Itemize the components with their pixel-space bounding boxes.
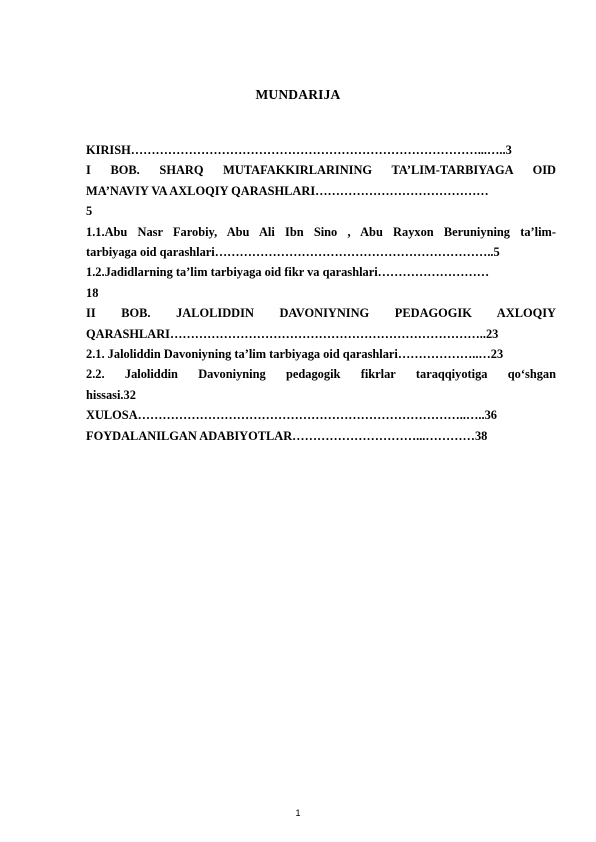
- toc-entry-kirish: KIRISH…………………………………………………………………………...…..3: [86, 143, 512, 157]
- toc-entry-chapter-2-line-2: QARASHLARI…………………………………………………………………..23: [86, 326, 499, 341]
- toc-entry-section-1-1-line-2: tarbiyaga oid qarashlari…………………………………………………………..5: [86, 245, 500, 260]
- toc-entry-section-2-2-line-1: 2.2. Jaloliddin Davoniyning pedagogik fikrlar taraqqiyotiga qo‘shgan: [86, 367, 556, 382]
- toc-entry-section-1-2: 1.2.Jadidlarning ta’lim tarbiyaga oid fikr va qarashlari………………………: [86, 265, 490, 280]
- page-number: 1: [295, 808, 301, 818]
- toc-entry-xulosa: XULOSA……………………………………………………………………..…..36: [86, 408, 497, 423]
- toc-entry-section-1-2-page: 18: [86, 285, 99, 300]
- toc-entry-chapter-2-line-1: II BOB. JALOLIDDIN DAVONIYNING PEDAGOGIK AXLOQIY: [86, 306, 556, 321]
- table-of-contents: [86, 140, 556, 446]
- toc-entry-section-2-1: 2.1. Jaloliddin Davoniyning ta’lim tarbiyaga oid qarashlari………………..…23: [86, 347, 504, 362]
- toc-entry-chapter-1-page: 5: [86, 204, 93, 219]
- page-title: MUNDARIJA: [255, 87, 341, 102]
- toc-entry-chapter-1-line-1: I BOB. SHARQ MUTAFAKKIRLARINING TA’LIM-TARBIYAGA OID: [86, 163, 556, 178]
- toc-entry-section-1-1-line-1: 1.1.Abu Nasr Farobiy, Abu Ali Ibn Sino , Abu Rayxon Beruniyning ta’lim-: [86, 224, 556, 239]
- toc-entry-section-2-2-line-2: hissasi.32: [86, 387, 136, 402]
- toc-entry-adabiyotlar: FOYDALANILGAN ADABIYOTLAR…………………………...…………38: [86, 428, 488, 443]
- toc-entry-chapter-1-line-2: MA’NAVIY VA AXLOQIY QARASHLARI……………………………………: [86, 183, 489, 198]
